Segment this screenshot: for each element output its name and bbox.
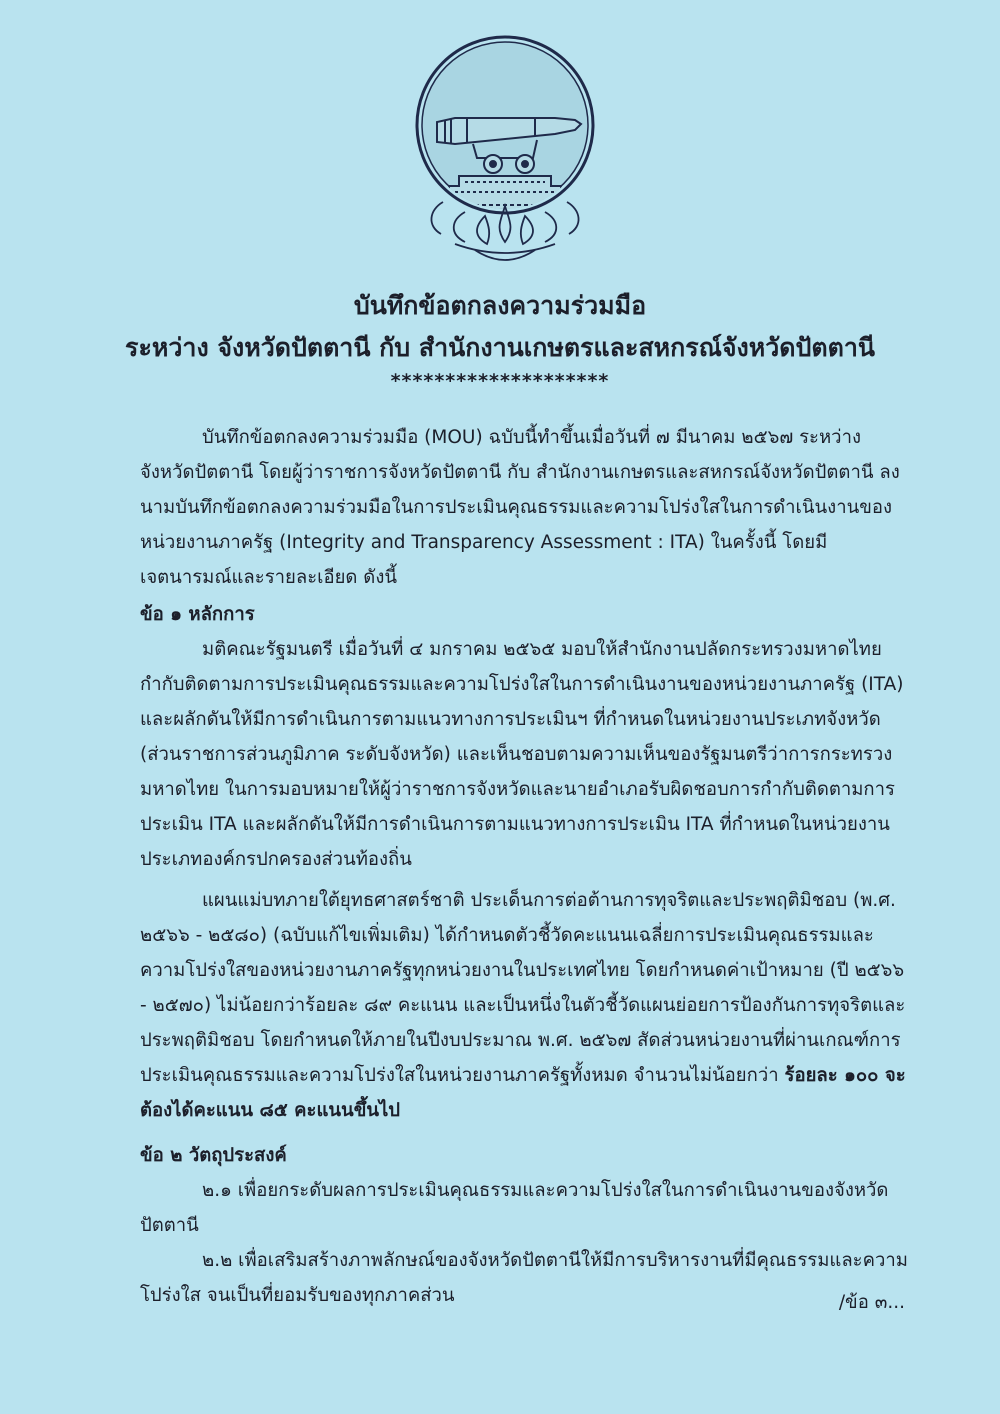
section-1-paragraph-2-text: แผนแม่บทภายใต้ยุทธศาสตร์ชาติ ประเด็นการต่อต้านการทุจริตและประพฤติมิชอบ (พ.ศ. ๒๕๖๖ - ๒๕๘๐) (ฉบับแก้ไขเพิ่มเติม) ได้กำหนดตัวชี้วัดคะแนนเฉลี่ยการประเมินคุณธรรมและความโปร่งใสของหน่วยงานภาครัฐทุกหน่วยงานในประเทศไทย โดยกำหนดค่าเป้าหมาย (ปี ๒๕๖๖ - ๒๕๗๐) ไม่น้อยกว่าร้อยละ ๘๙ คะแนน และเป็นหนึ่งในตัวชี้วัดแผนย่อยการป้องกันการทุจริตและประพฤติมิชอบ โดยกำหนดให้ภายในปีงบประมาณ พ.ศ. ๒๕๖๗ สัดส่วนหน่วยงานที่ผ่านเกณฑ์การประเมินคุณธรรมและความโปร่งใสในหน่วยงานภาครัฐทั้งหมด จำนวนไม่น้อยกว่า [140, 890, 906, 1086]
title-separator: ******************** [390, 370, 610, 392]
document-body [140, 420, 910, 1313]
provincial-seal-logo [415, 30, 595, 280]
section-2-item-1: ๒.๑ เพื่อยกระดับผลการประเมินคุณธรรมและความโปร่งใสในการดำเนินงานของจังหวัดปัตตานี [140, 1180, 889, 1236]
document-title: บันทึกข้อตกลงความร่วมมือ [353, 291, 647, 320]
section-1-paragraph-2 [140, 883, 910, 1128]
section-1-paragraph-2-emphasis: ร้อยละ ๑๐๐ จะต้องได้คะแนน ๘๕ คะแนนขึ้นไป [140, 1065, 906, 1121]
section-1-paragraph-1: มติคณะรัฐมนตรี เมื่อวันที่ ๔ มกราคม ๒๕๖๕ มอบให้สำนักงานปลัดกระทรวงมหาดไทย กำกับติดตามการประเมินคุณธรรมและความโปร่งใสในการดำเนินงานของหน่วยงานภาครัฐ (ITA) และผลักดันให้มีการดำเนินการตามแนวทางการประเมินฯ ที่กำหนดในหน่วยงานประเภทจังหวัด (ส่วนราชการส่วนภูมิภาค ระดับจังหวัด) และเห็นชอบตามความเห็นของรัฐมนตรีว่าการกระทรวงมหาดไทย ในการมอบหมายให้ผู้ว่าราชการจังหวัดและนายอำเภอรับผิดชอบการกำกับติดตามการประเมิน ITA และผลักดันให้มีการดำเนินการตามแนวทางการประเมิน ITA ที่กำหนดในหน่วยงานประเภทองค์กรปกครองส่วนท้องถิ่น [140, 639, 904, 870]
section-1-heading: ข้อ ๑ หลักการ [140, 604, 255, 625]
document-subtitle: ระหว่าง จังหวัดปัตตานี กับ สำนักงานเกษตรและสหกรณ์จังหวัดปัตตานี [125, 333, 875, 362]
continuation-note: /ข้อ ๓... [838, 1292, 905, 1313]
section-2-heading: ข้อ ๒ วัตถุประสงค์ [140, 1145, 287, 1166]
intro-paragraph: บันทึกข้อตกลงความร่วมมือ (MOU) ฉบับนี้ทำขึ้นเมื่อวันที่ ๗ มีนาคม ๒๕๖๗ ระหว่าง จังหวัดปัตตานี โดยผู้ว่าราชการจังหวัดปัตตานี กับ สำนักงานเกษตรและสหกรณ์จังหวัดปัตตานี ลงนามบันทึกข้อตกลงความร่วมมือในการประเมินคุณธรรมและความโปร่งใสในการดำเนินงานของหน่วยงานภาครัฐ (Integrity and Transparency Assessment : ITA) ในครั้งนี้ โดยมีเจตนารมณ์และรายละเอียด ดังนี้ [140, 427, 900, 588]
section-2-item-2: ๒.๒ เพื่อเสริมสร้างภาพลักษณ์ของจังหวัดปัตตานีให้มีการบริหารงานที่มีคุณธรรมและความโปร่งใส จนเป็นที่ยอมรับของทุกภาคส่วน [140, 1250, 908, 1306]
